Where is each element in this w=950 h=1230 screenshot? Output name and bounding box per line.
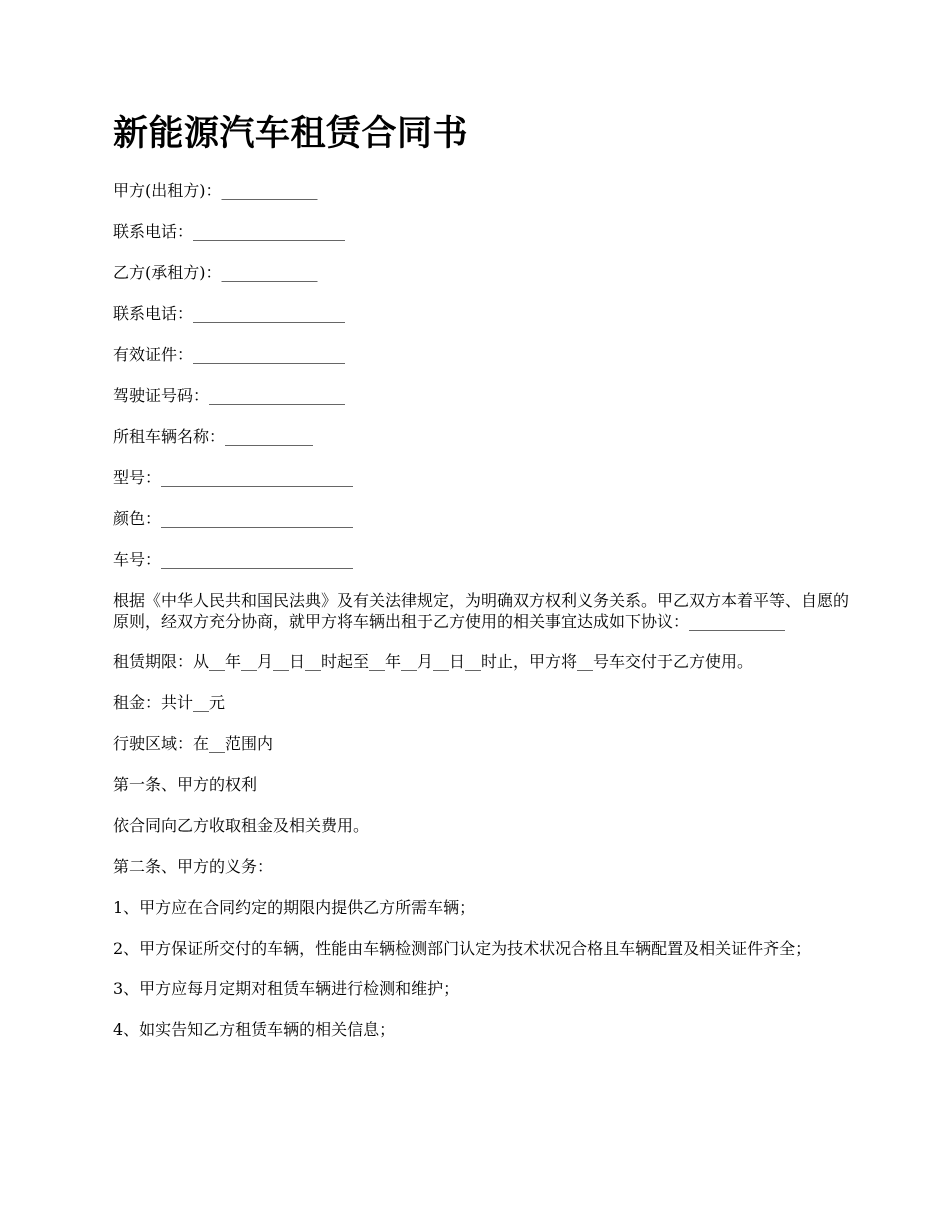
color-field: 颜色：________________________ (113, 509, 354, 528)
clause-item: 3、甲方应每月定期对租赁车辆进行检测和维护； (113, 979, 460, 998)
document-body (113, 180, 853, 1060)
valid-id-field: 有效证件：___________________ (113, 345, 346, 364)
document-title: 新能源汽车租赁合同书 (113, 113, 469, 154)
clause-item: 1、甲方应在合同约定的期限内提供乙方所需车辆； (113, 898, 476, 917)
lessee-field: 乙方(承租方)：____________ (113, 263, 318, 282)
driving-area-paragraph: 行驶区域：在__范围内 (113, 734, 274, 753)
lessor-field: 甲方(出租方)：____________ (113, 181, 318, 200)
article-one-heading: 第一条、甲方的权利 (113, 775, 258, 794)
lessor-phone-field: 联系电话：___________________ (113, 222, 346, 241)
clause-item: 2、甲方保证所交付的车辆，性能由车辆检测部门认定为技术状况合格且车辆配置及相关证件齐全； (113, 939, 812, 958)
license-number-field: 驾驶证号码：_________________ (113, 386, 346, 405)
vehicle-name-field: 所租车辆名称：___________ (113, 427, 314, 446)
lessee-phone-field: 联系电话：___________________ (113, 304, 346, 323)
model-field: 型号：________________________ (113, 468, 354, 487)
article-two-heading: 第二条、甲方的义务： (113, 857, 274, 876)
preamble-paragraph: 根据《中华人民共和国民法典》及有关法律规定，为明确双方权利义务关系。甲乙双方本着平等、自愿的原则，经双方充分协商，就甲方将车辆出租于乙方使用的相关事宜达成如下协议：____________ (113, 591, 850, 631)
plate-number-field: 车号：________________________ (113, 550, 354, 569)
article-one-text: 依合同向乙方收取租金及相关费用。 (113, 816, 370, 835)
lease-term-paragraph: 租赁期限：从__年__月__日__时起至__年__月__日__时止，甲方将__号车交付于乙方使用。 (113, 652, 754, 671)
rent-paragraph: 租金：共计__元 (113, 693, 226, 712)
clause-item: 4、如实告知乙方租赁车辆的相关信息； (113, 1020, 396, 1039)
